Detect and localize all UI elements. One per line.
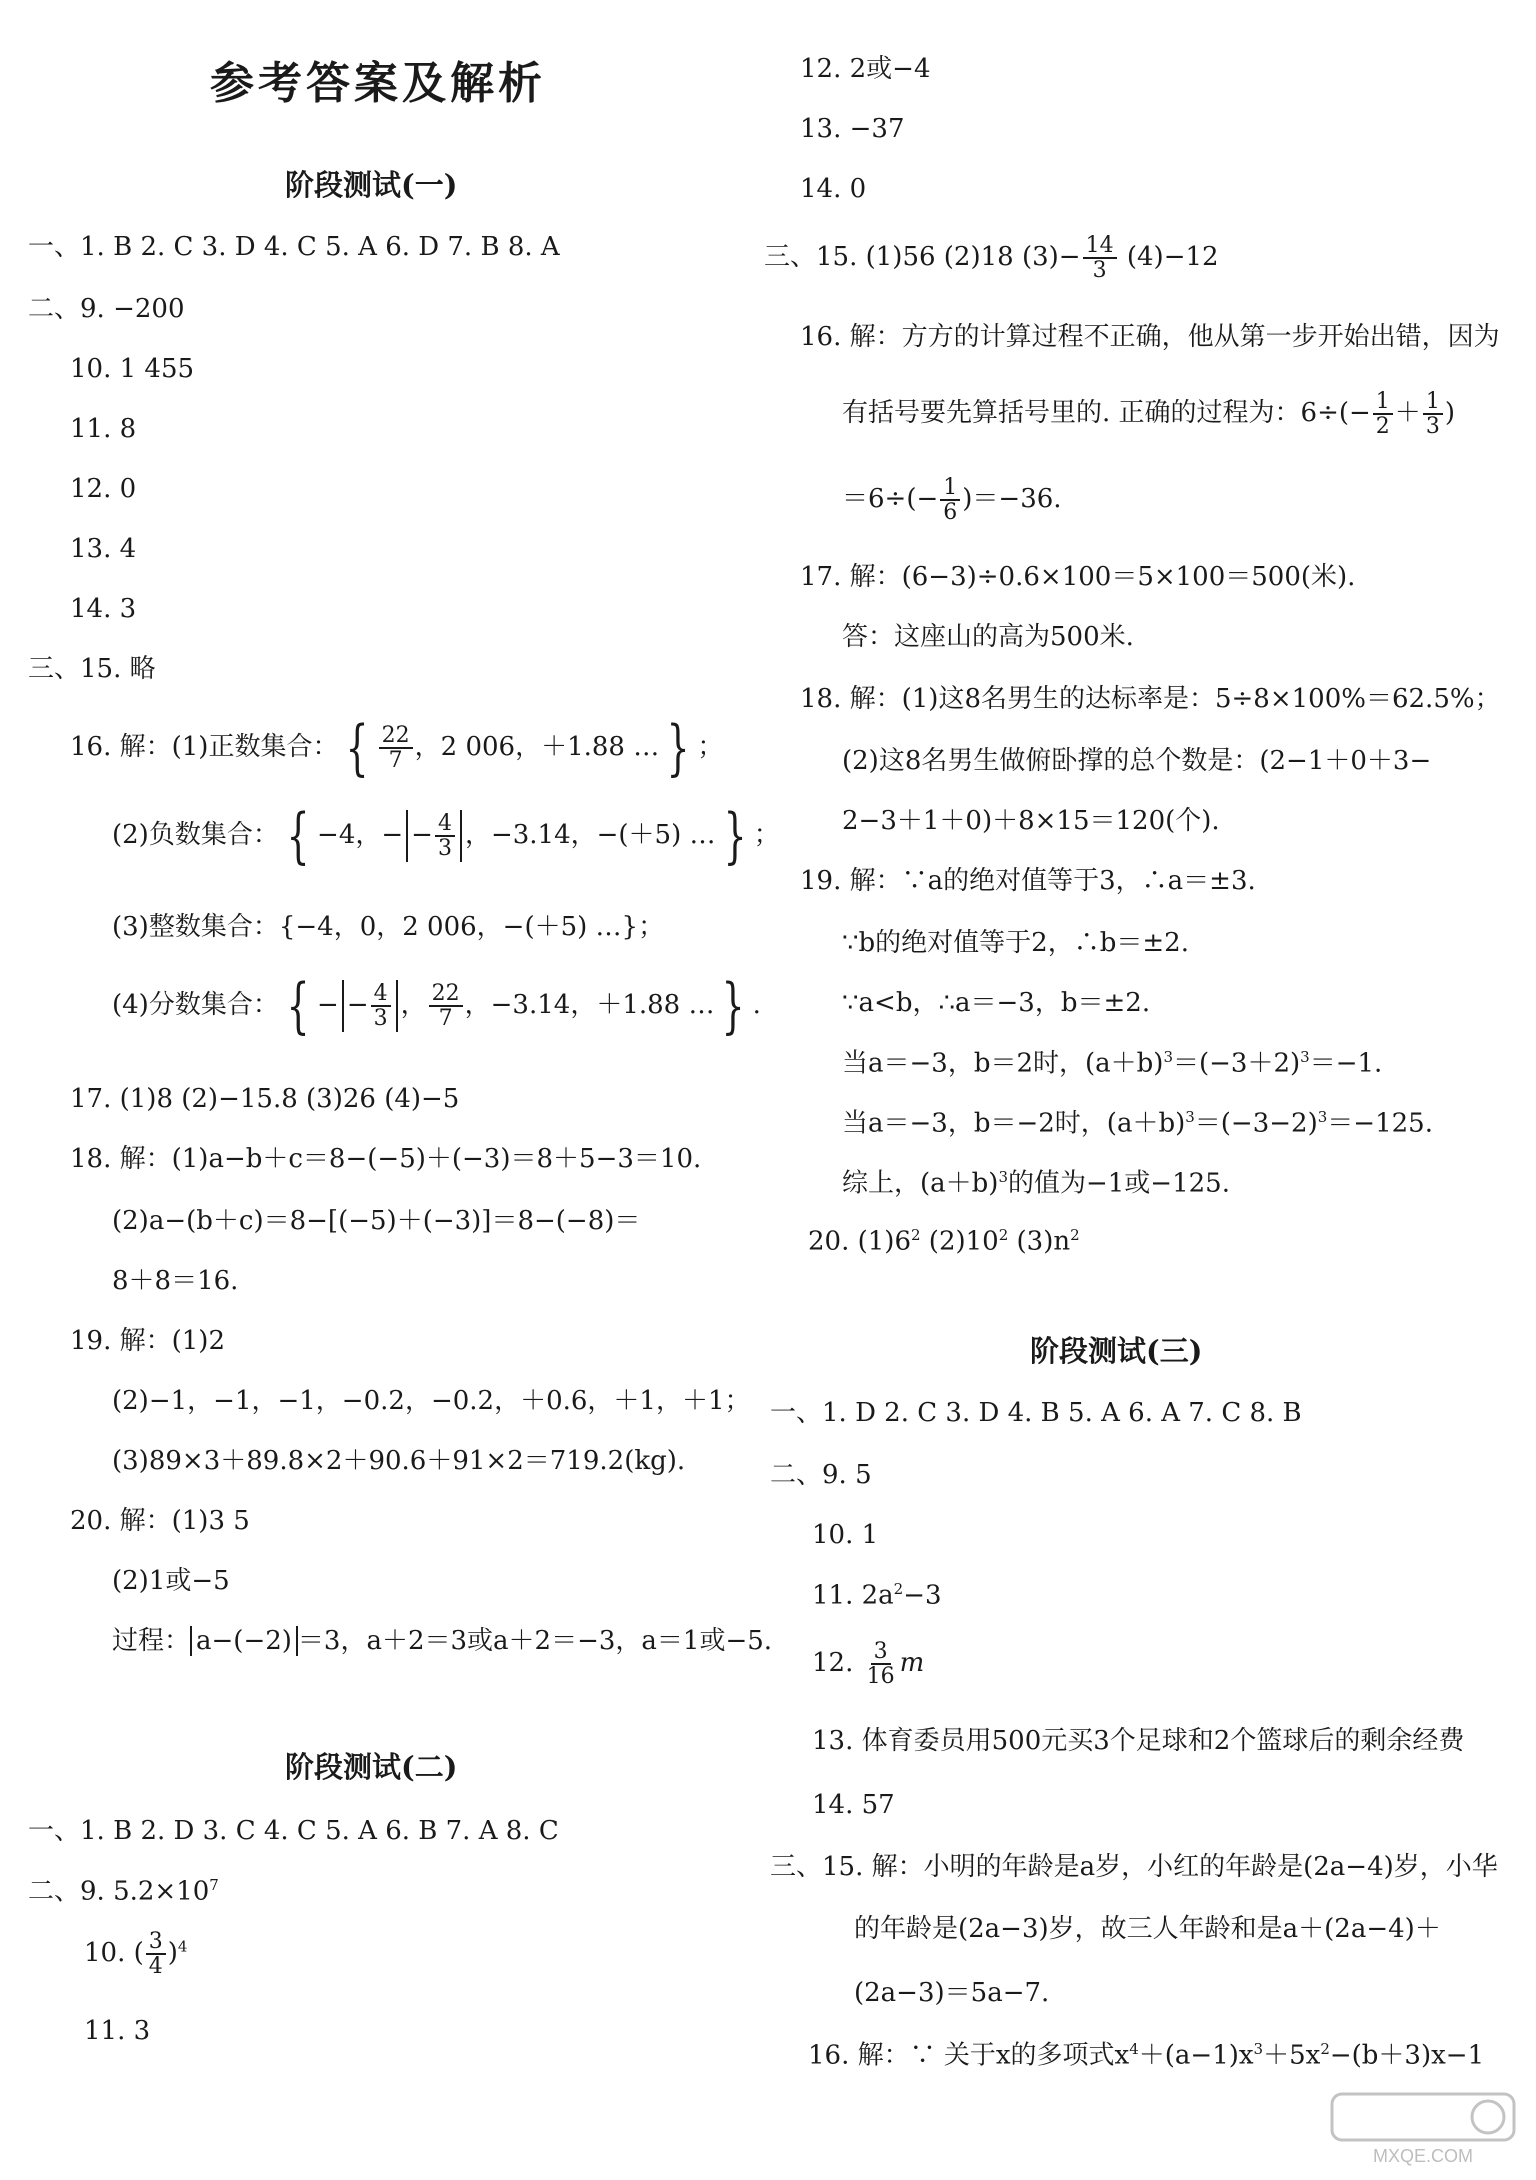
answer-line: 13. 4: [70, 534, 137, 564]
answer-17-line: 17. 解：(6−3)÷0.6×100＝5×100＝500(米).: [800, 562, 1356, 592]
answer-19-line: (3)89×3＋89.8×2＋90.6＋91×2＝719.2(kg).: [112, 1446, 686, 1476]
answer-line: 14. 0: [800, 174, 867, 204]
answer-18-line: 18. 解：(1)a−b＋c＝8−(−5)＋(−3)＝8＋5−3＝10.: [70, 1144, 702, 1174]
answer-line: 二、9. $5.2\times 10^7$: [28, 1876, 219, 1907]
answer-18-line: 8＋8＝16.: [112, 1266, 239, 1296]
answer-16-line: 有括号要先算括号里的. 正确的过程为：6÷(− $\frac{1}{2}$ ＋ $\frac{1}{3}$ ): [842, 389, 1455, 440]
answer-16-1: 16. 解：(1)正数集合： { $\frac{22}{7}$ ，2 006，＋1.88 … } ；: [70, 713, 724, 783]
answer-20-line: 20. 解：(1)3 5: [70, 1506, 250, 1536]
answer-16-4: (4)分数集合： { − − $\frac{4}{3}$ ， $\frac{22}{7}$ ，−3.14，＋1.88 … } .: [112, 971, 761, 1041]
answer-line: 12. 0: [70, 474, 137, 504]
answer-19-line: (2)−1，−1，−1，−0.2，−0.2，＋0.6，＋1，＋1；: [112, 1386, 751, 1416]
answer-19-line: 当a＝−3，b＝2时，$(a+b)^3=(-3+2)^3=-1$.: [842, 1048, 1383, 1079]
answer-16-3: (3)整数集合：{−4，0，2 006，−(＋5) …}；: [112, 912, 665, 942]
answer-19-line: ∵b的绝对值等于2，∴b＝±2.: [842, 928, 1189, 958]
answer-line: 12. $\frac{3}{16}$ m: [812, 1639, 925, 1690]
section-heading-test-2: 阶段测试(二): [285, 1750, 458, 1784]
answer-15-line: 的年龄是(2a−3)岁，故三人年龄和是a＋(2a−4)＋: [854, 1914, 1441, 1944]
answer-18-line: 18. 解：(1)这8名男生的达标率是：5÷8×100%＝62.5%；: [800, 684, 1501, 714]
answer-line: 11. 3: [84, 2016, 151, 2046]
answer-line: 10. ( $\frac{3}{4}$ )$^4$: [84, 1929, 188, 1980]
answer-20-line: 20. $(1)6^2$ $(2)10^2$ $(3)n^2$: [808, 1226, 1080, 1257]
page-title: 参考答案及解析: [210, 58, 546, 109]
answer-19-line: 当a＝−3，b＝−2时，$(a+b)^3=(-3-2)^3=-125$.: [842, 1108, 1433, 1139]
answer-line: 12. 2或−4: [800, 54, 931, 84]
section-heading-test-3: 阶段测试(三): [1030, 1334, 1203, 1368]
answer-line: 二、9. −200: [28, 294, 185, 324]
answer-line: 一、1. B 2. D 3. C 4. C 5. A 6. B 7. A 8. C: [28, 1816, 559, 1846]
answer-line: 13. −37: [800, 114, 905, 144]
answer-18-line: (2)这8名男生做俯卧撑的总个数是：(2−1＋0＋3−: [842, 746, 1432, 776]
answer-line: 11. 8: [70, 414, 137, 444]
answer-16-2: (2)负数集合： { −4，− − $\frac{4}{3}$ ，−3.14，−(＋5) … } ；: [112, 801, 780, 871]
answer-20-line: (2)1或−5: [112, 1566, 230, 1596]
answer-line: 14. 3: [70, 594, 137, 624]
watermark-logo: [1328, 2090, 1518, 2170]
answer-19-line: 19. 解：∵a的绝对值等于3，∴a＝±3.: [800, 866, 1256, 896]
answer-19-line: ∵a<b，∴a＝−3，b＝±2.: [842, 988, 1151, 1018]
answer-line: 13. 体育委员用500元买3个足球和2个篮球后的剩余经费: [812, 1726, 1465, 1756]
answer-17: 17. (1)8 (2)−15.8 (3)26 (4)−5: [70, 1084, 460, 1114]
answer-line: 三、15. (1)56 (2)18 (3)− $\frac{14}{3}$ (4)−12: [764, 233, 1219, 284]
answer-line: 11. $2a^2-3$: [812, 1580, 942, 1611]
answer-19-line: 19. 解：(1)2: [70, 1326, 225, 1356]
answer-line: 三、15. 略: [28, 654, 156, 684]
answer-18-line: (2)a−(b＋c)＝8−[(−5)＋(−3)]＝8−(−8)＝: [112, 1206, 641, 1236]
answer-18-line: 2−3＋1＋0)＋8×15＝120(个).: [842, 806, 1220, 836]
answer-line: 一、1. D 2. C 3. D 4. B 5. A 6. A 7. C 8. B: [770, 1398, 1302, 1428]
answer-15-line: 三、15. 解：小明的年龄是a岁，小红的年龄是(2a−4)岁，小华: [770, 1852, 1498, 1882]
answer-line: 10. 1 455: [70, 354, 195, 384]
answer-line: 一、1. B 2. C 3. D 4. C 5. A 6. D 7. B 8. A: [28, 232, 560, 262]
answer-20-line: 过程： a−(−2) ＝3，a＋2＝3或a＋2＝−3，a＝1或−5.: [112, 1626, 773, 1656]
answer-16-line: ＝6÷(− $\frac{1}{6}$ )＝−36.: [842, 475, 1062, 526]
answer-16-line: 16. 解：∵ 关于x的多项式$x^4+(a-1)x^3+5x^2-(b+3)x-1$: [808, 2040, 1485, 2071]
answer-15-line: (2a−3)＝5a−7.: [854, 1978, 1050, 2008]
answer-line: 14. 57: [812, 1790, 895, 1820]
answer-line: 二、9. 5: [770, 1460, 872, 1490]
answer-line: 10. 1: [812, 1520, 879, 1550]
section-heading-test-1: 阶段测试(一): [285, 168, 458, 202]
watermark-text: MXQE.COM: [1372, 2146, 1474, 2166]
answer-19-line: 综上，$(a+b)^3$的值为−1或−125.: [842, 1168, 1230, 1199]
answer-16-line: 16. 解：方方的计算过程不正确，他从第一步开始出错，因为: [800, 322, 1500, 352]
answer-17-line: 答：这座山的高为500米.: [842, 622, 1134, 652]
